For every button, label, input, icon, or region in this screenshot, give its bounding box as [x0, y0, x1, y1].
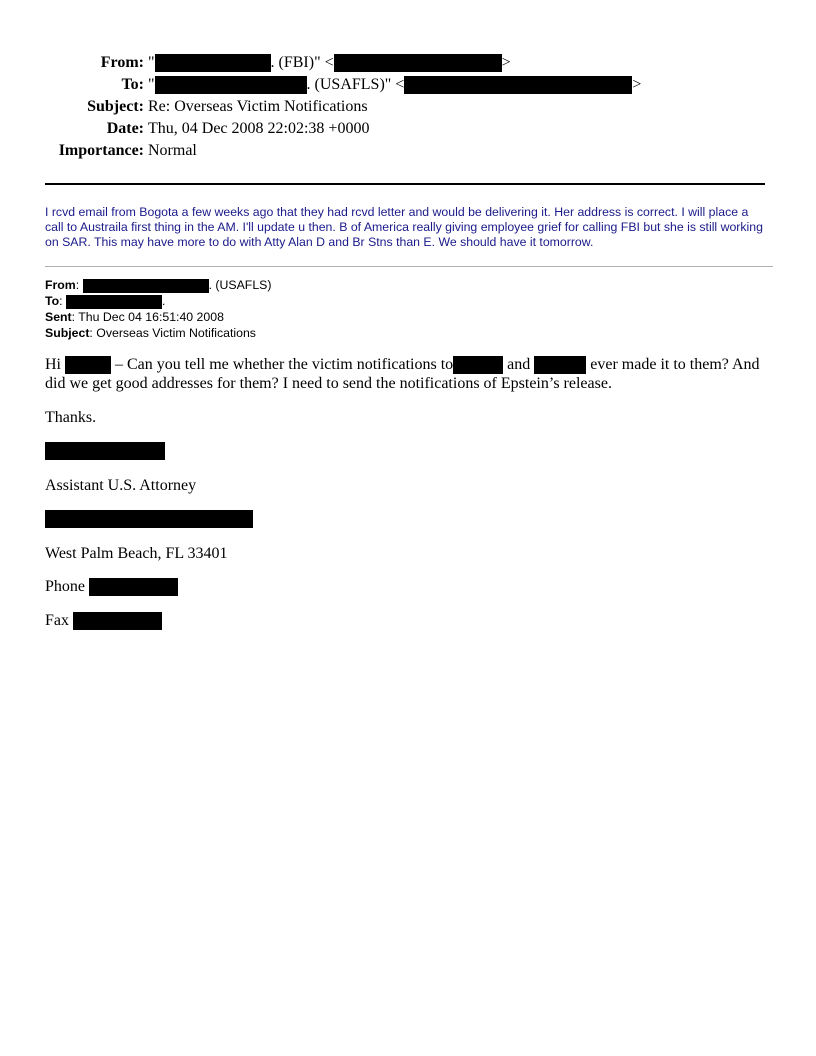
quoted-divider — [45, 266, 773, 267]
original-from-org: . (USAFLS) — [208, 278, 272, 292]
original-to-row: To: . — [45, 294, 166, 308]
original-subject-label: Subject — [45, 326, 90, 340]
original-sent-row: Sent: Thu Dec 04 16:51:40 2008 — [45, 310, 224, 324]
redaction-block — [66, 295, 162, 309]
redaction-block — [73, 612, 162, 630]
message-line-1 — [45, 355, 773, 374]
redaction-block — [534, 356, 586, 374]
importance-value: Normal — [148, 142, 197, 159]
to-value — [148, 74, 641, 96]
from-label: From: — [100, 54, 144, 71]
from-close: > — [501, 54, 511, 71]
original-subject-row: Subject: Overseas Victim Notifications — [45, 326, 256, 340]
reply-body: I rcvd email from Bogota a few weeks ago that they had rcvd letter and would be delivering it. Her address is correct. I will place a call to Austraila first thing in the AM. I'll update u then. B of America really giving employee grief for calling FBI but she is still working on SAR. This may have more to do with Atty Alan D and Br Stns than E. We should have it tomorrow. — [45, 205, 763, 249]
signature-address — [45, 509, 773, 528]
redaction-block — [155, 54, 271, 72]
to-open-quote: " — [148, 76, 155, 93]
original-sent-label: Sent — [45, 310, 72, 324]
original-to-tail: . — [161, 294, 166, 308]
redaction-block — [334, 54, 502, 72]
original-from-row: From: . (USAFLS) — [45, 278, 272, 292]
redaction-block — [65, 356, 111, 374]
to-close: > — [632, 76, 642, 93]
from-value — [148, 52, 511, 74]
to-org: . (USAFLS)" < — [306, 76, 405, 93]
redaction-block — [89, 578, 178, 596]
redaction-block — [404, 76, 632, 94]
thanks: Thanks. — [45, 409, 97, 426]
message-text-a: – Can you tell me whether the victim notifications to — [115, 356, 454, 373]
subject-label: Subject: — [87, 98, 144, 115]
subject-value: Re: Overseas Victim Notifications — [148, 98, 368, 115]
importance-label: Importance: — [58, 142, 144, 159]
signature-title: Assistant U.S. Attorney — [45, 477, 197, 494]
original-from-label: From — [45, 278, 76, 292]
fax-label: Fax — [45, 612, 69, 629]
signature-phone — [45, 577, 773, 596]
original-sent-value: Thu Dec 04 16:51:40 2008 — [78, 310, 224, 324]
signature-name — [45, 441, 773, 460]
message-and: and — [507, 356, 531, 373]
signature-fax — [45, 611, 773, 630]
redaction-block — [45, 510, 253, 528]
from-open-quote: " — [148, 54, 155, 71]
to-label: To: — [121, 76, 144, 93]
greeting: Hi — [45, 356, 61, 373]
message-line-2: did we get good addresses for them? I need to send the notifications of Epstein’s release. — [45, 375, 612, 392]
redaction-block — [45, 442, 165, 460]
date-value: Thu, 04 Dec 2008 22:02:38 +0000 — [148, 120, 370, 137]
redaction-block — [83, 279, 209, 293]
redaction-block — [155, 76, 307, 94]
from-org: . (FBI)" < — [270, 54, 334, 71]
date-label: Date: — [106, 120, 144, 137]
original-subject-value: Overseas Victim Notifications — [96, 326, 256, 340]
original-header — [45, 277, 271, 341]
header-divider — [45, 183, 765, 185]
message-text-b: ever made it to them? And — [590, 356, 760, 373]
phone-label: Phone — [45, 578, 85, 595]
redaction-block — [453, 356, 503, 374]
original-to-label: To — [45, 294, 60, 308]
signature-city: West Palm Beach, FL 33401 — [45, 545, 228, 562]
